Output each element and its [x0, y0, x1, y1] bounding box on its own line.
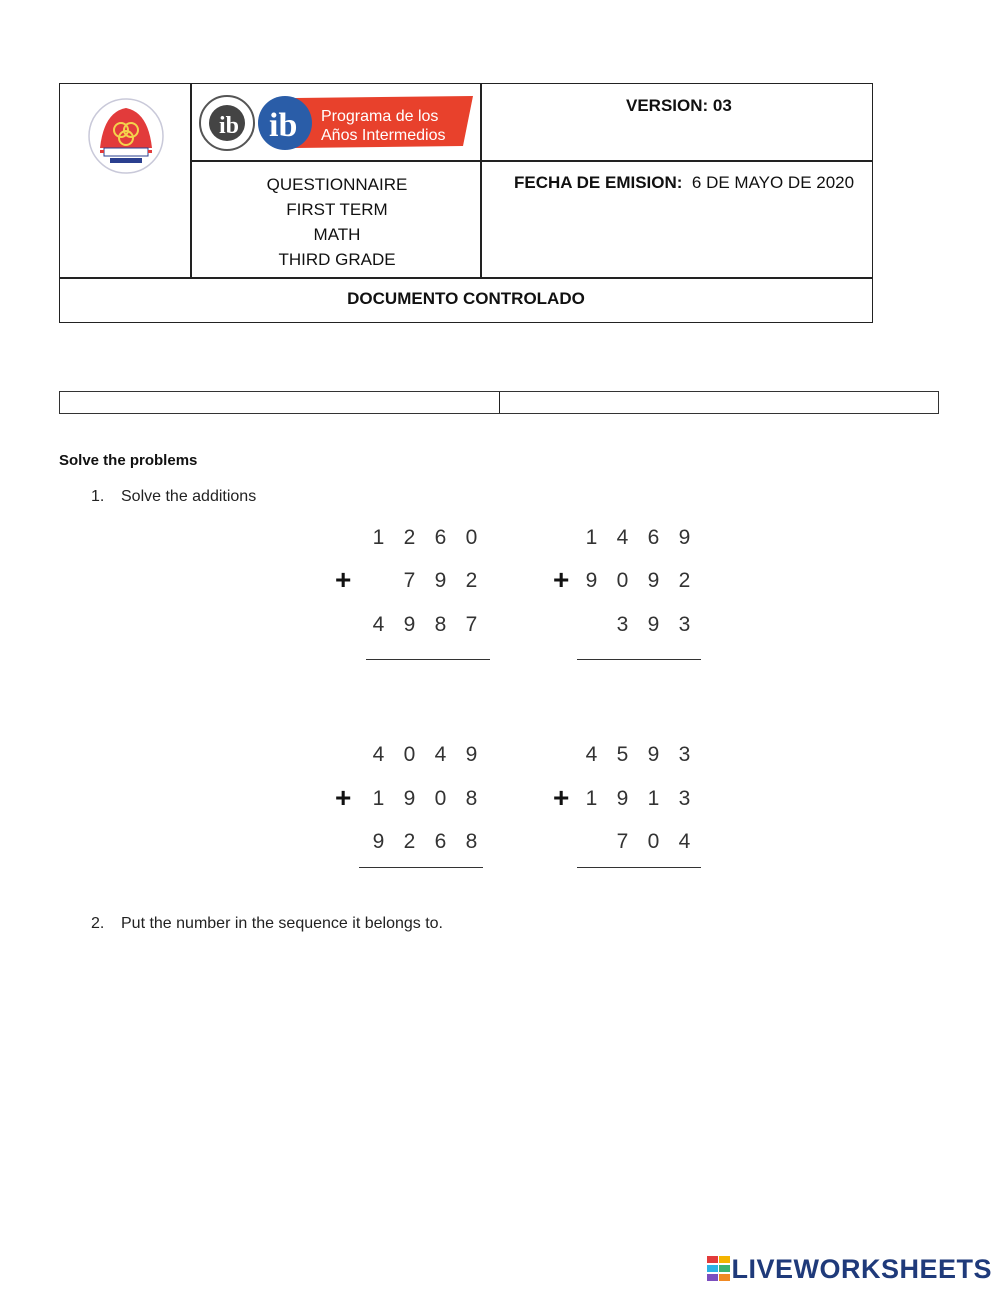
question-text: Put the number in the sequence it belongs to.: [121, 915, 443, 932]
addend-1: 4 0 4 9: [372, 743, 478, 766]
sum-line: [359, 867, 483, 868]
addend-3: 4 9 8 7: [372, 613, 478, 636]
plus-sign: +: [553, 782, 570, 813]
sum-line: [366, 659, 490, 660]
liveworksheets-brand: LIVEWORKSHEETS: [731, 1253, 992, 1284]
date-field[interactable]: [500, 392, 938, 413]
liveworksheets-icon: [707, 1256, 731, 1282]
student-info-table: [59, 391, 939, 414]
plus-sign: +: [335, 564, 352, 595]
questionnaire-line: QUESTIONNAIRE: [266, 175, 408, 194]
addend-3: 3 9 3: [616, 613, 691, 636]
issue-date-label: FECHA DE EMISION:: [514, 173, 683, 192]
plus-sign: +: [335, 782, 352, 813]
document-header-table: [59, 83, 873, 323]
section-title: Solve the problems: [59, 452, 198, 469]
subject-line: MATH: [313, 225, 361, 244]
sum-line: [577, 659, 701, 660]
svg-text:ib: ib: [219, 113, 240, 139]
addend-2: 7 9 2: [403, 569, 478, 592]
question-2: [91, 915, 443, 933]
sum-line: [577, 867, 701, 868]
addend-2: 1 9 0 8: [372, 787, 478, 810]
school-crest-logo: [86, 98, 166, 174]
addend-2: 1 9 1 3: [585, 787, 691, 810]
version-label: VERSION: 03: [626, 96, 732, 115]
addend-3: 9 2 6 8: [372, 830, 478, 853]
question-number: 1.: [91, 488, 105, 505]
name-field[interactable]: [60, 392, 499, 413]
question-1: [91, 488, 256, 506]
addition-problem: [553, 522, 708, 662]
addend-1: 1 2 6 0: [372, 526, 478, 549]
addend-1: 4 5 9 3: [585, 743, 691, 766]
plus-sign: +: [553, 564, 570, 595]
controlled-document-label: DOCUMENTO CONTROLADO: [347, 289, 585, 308]
addend-3: 7 0 4: [616, 830, 691, 853]
grade-line: THIRD GRADE: [278, 250, 396, 269]
issue-date: [514, 173, 854, 193]
liveworksheets-logo: [707, 1253, 992, 1285]
term-line: FIRST TERM: [286, 200, 388, 219]
question-text: Solve the additions: [121, 488, 257, 505]
addend-1: 1 4 6 9: [585, 526, 691, 549]
addition-problem: [335, 522, 495, 662]
addition-problem: [553, 739, 708, 879]
svg-text:ib: ib: [269, 107, 298, 144]
addition-problem: [335, 739, 495, 879]
question-number: 2.: [91, 915, 105, 932]
ib-program-logo: [197, 92, 475, 152]
addend-2: 9 0 9 2: [585, 569, 691, 592]
issue-date-value: 6 DE MAYO DE 2020: [691, 173, 855, 192]
questionnaire-info: [192, 172, 482, 272]
ib-program-title: Programa de los Años Intermedios: [321, 108, 446, 144]
